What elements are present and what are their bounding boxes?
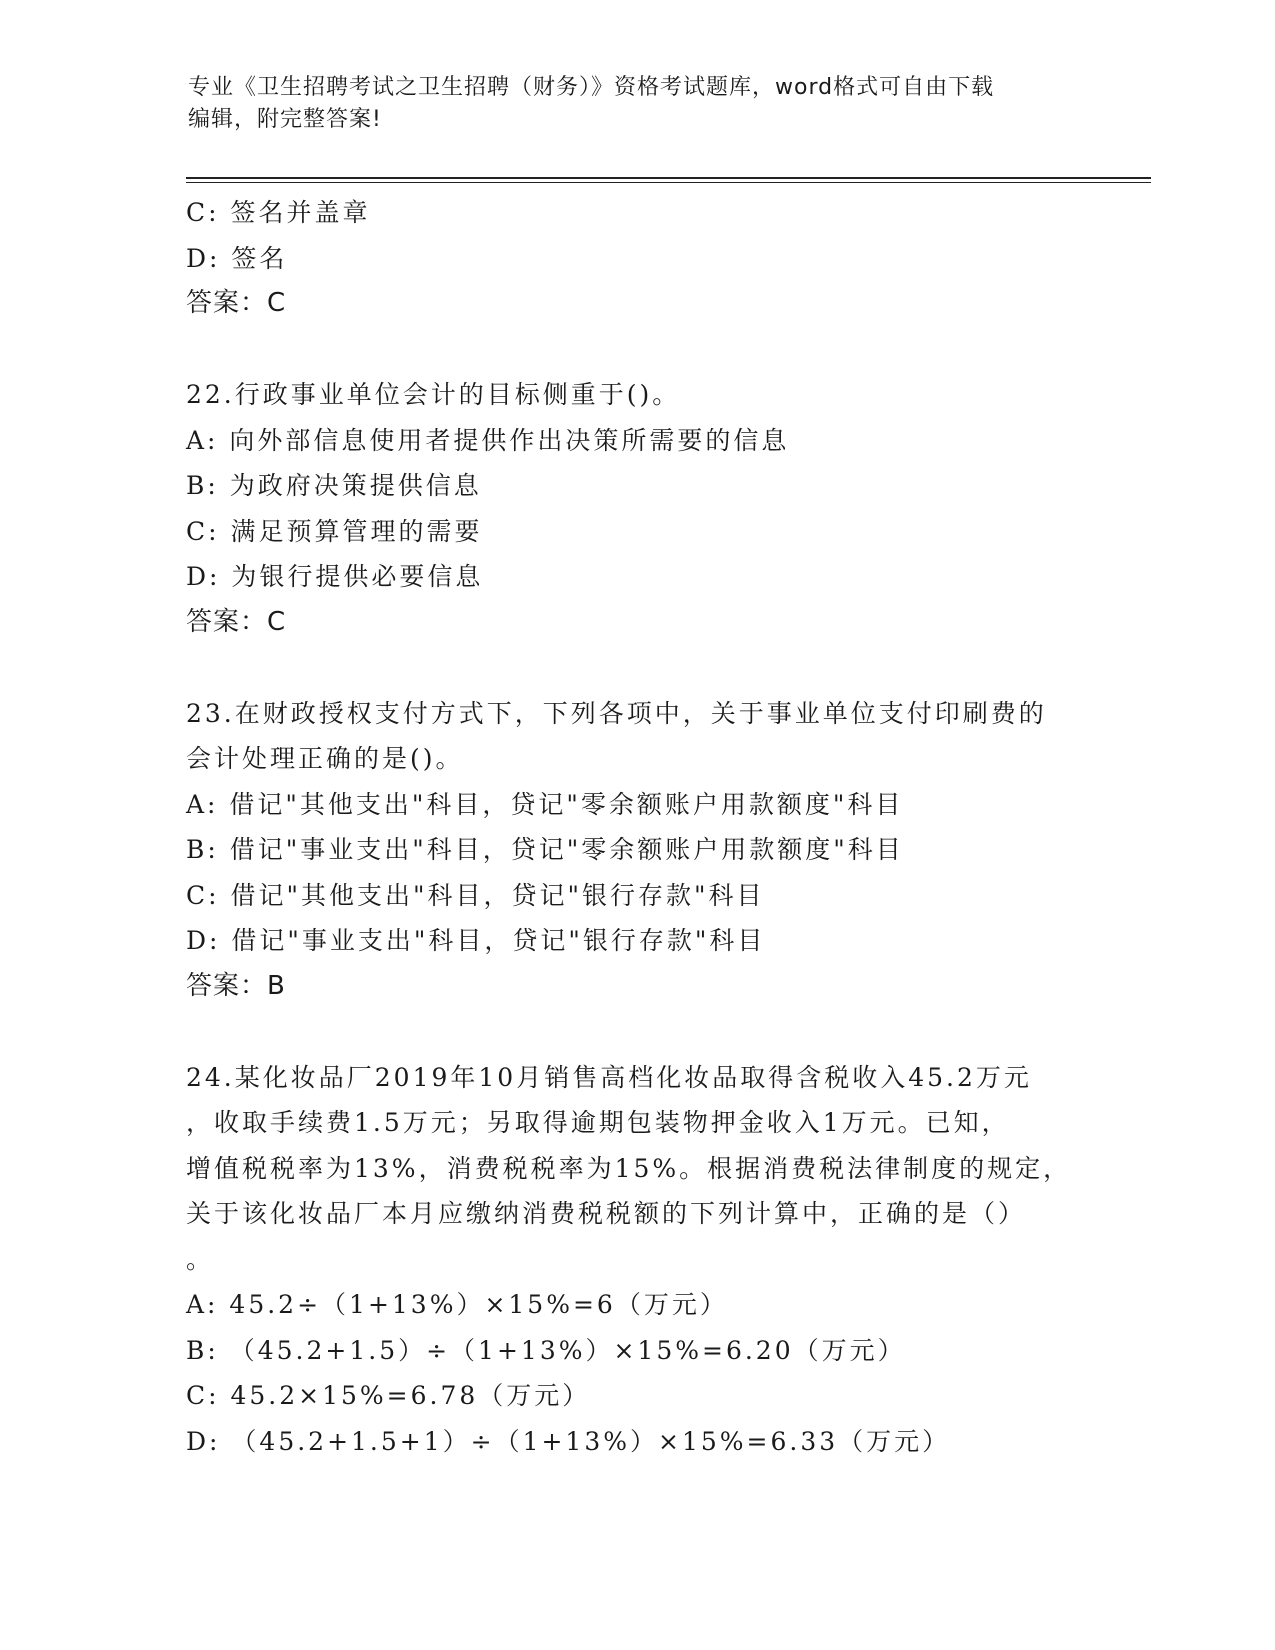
- option-c: C: 借记"其他支出"科目，贷记"银行存款"科目: [186, 880, 765, 910]
- option-c: C: 满足预算管理的需要: [186, 516, 483, 546]
- option-a: A: 45.2÷（1+13%）×15%=6（万元）: [186, 1290, 728, 1319]
- header-line-1: 专业《卫生招聘考试之卫生招聘（财务）》资格考试题库，word格式可自由下载: [188, 75, 995, 100]
- option-d: D: 为银行提供必要信息: [186, 562, 484, 591]
- header-divider-thick: [186, 177, 1151, 179]
- option-a: A: 借记"其他支出"科目，贷记"零余额账户用款额度"科目: [186, 789, 904, 819]
- question-stem-line-3: 增值税税率为13%，消费税税率为15%。根据消费税法律制度的规定，: [186, 1153, 1072, 1183]
- question-22: [186, 372, 1106, 645]
- answer: 答案：C: [186, 288, 287, 318]
- question-21-continued: [186, 190, 1106, 327]
- question-stem-line-2: ，收取手续费1.5万元；另取得逾期包装物押金收入1万元。已知，: [186, 1108, 1010, 1137]
- header-line-2: 编辑，附完整答案!: [188, 107, 382, 132]
- option-d: D: （45.2+1.5+1）÷（1+13%）×15%=6.33（万元）: [186, 1426, 951, 1456]
- answer: 答案：C: [186, 606, 287, 637]
- question-content: [186, 190, 1106, 1464]
- document-header: [188, 72, 1088, 136]
- answer: 答案：B: [186, 970, 286, 1001]
- option-d: D: 借记"事业支出"科目，贷记"银行存款"科目: [186, 926, 766, 955]
- option-b: B: 借记"事业支出"科目，贷记"零余额账户用款额度"科目: [186, 835, 904, 864]
- option-d: D: 签名: [186, 243, 288, 273]
- option-b: B: 为政府决策提供信息: [186, 471, 482, 500]
- question-24: [186, 1055, 1106, 1465]
- spacer: [186, 645, 1106, 691]
- spacer: [186, 1009, 1106, 1055]
- question-23: [186, 691, 1106, 1010]
- question-stem-line-1: 23.在财政授权支付方式下，下列各项中，关于事业单位支付印刷费的: [186, 698, 1047, 728]
- question-stem-line-4: 关于该化妆品厂本月应缴纳消费税税额的下列计算中，正确的是（）: [186, 1199, 1027, 1228]
- question-stem-line-2: 会计处理正确的是()。: [186, 744, 464, 773]
- option-c: C: 签名并盖章: [186, 198, 371, 227]
- option-a: A: 向外部信息使用者提供作出决策所需要的信息: [186, 425, 790, 455]
- question-stem-line-1: 24.某化妆品厂2019年10月销售高档化妆品取得含税收入45.2万元: [186, 1062, 1032, 1092]
- question-stem: 22.行政事业单位会计的目标侧重于()。: [186, 380, 681, 409]
- header-divider-thin: [186, 182, 1151, 183]
- option-b: B: （45.2+1.5）÷（1+13%）×15%=6.20（万元）: [186, 1335, 906, 1365]
- option-c: C: 45.2×15%=6.78（万元）: [186, 1381, 591, 1410]
- question-stem-line-5: 。: [186, 1244, 215, 1274]
- spacer: [186, 327, 1106, 373]
